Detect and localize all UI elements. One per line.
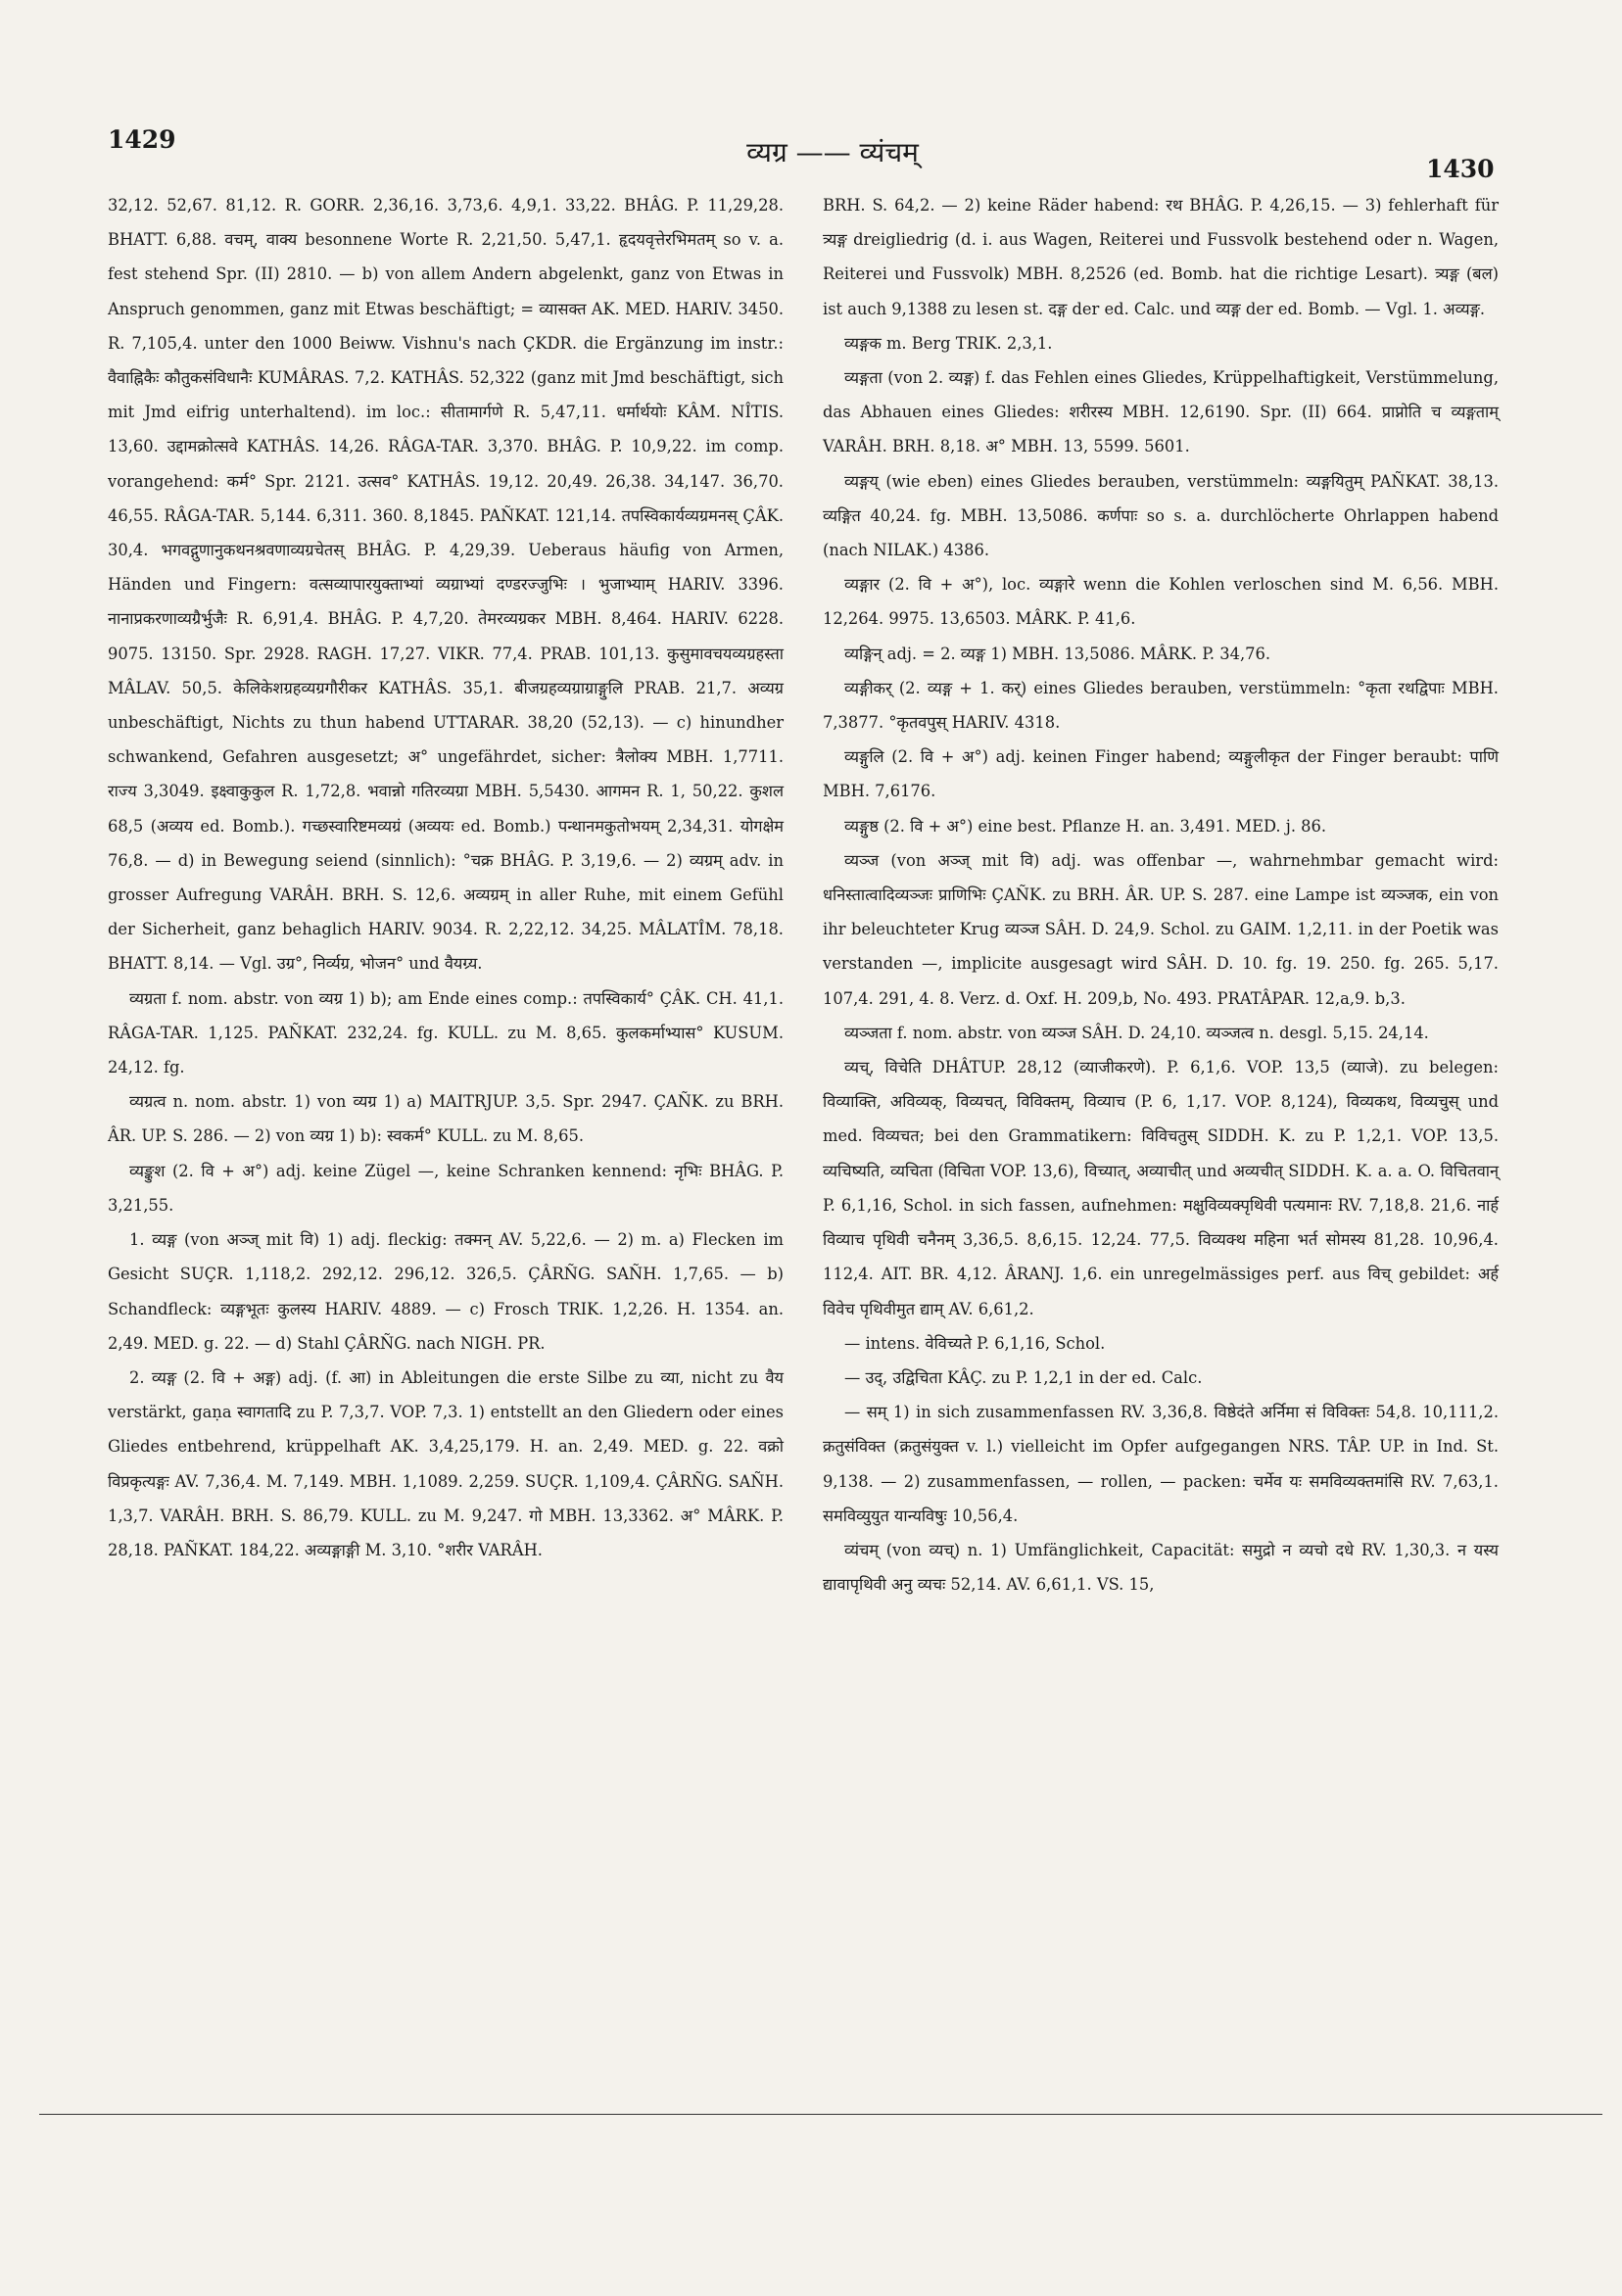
bottom-rule xyxy=(39,2114,1602,2115)
running-head-title: व्यग्र —— व्यंचम् xyxy=(746,136,919,168)
dictionary-entry: व्यङ्गुलि (2. वि + अ°) adj. keinen Finger habend; व्यङ्गुलीकृत der Finger beraubt: पाणि MBH. 7,6176. xyxy=(823,747,1499,801)
dictionary-entry: BRH. S. 64,2. — 2) keine Räder habend: रथ BHÂG. P. 4,26,15. — 3) fehlerhaft für त्र्यङ्ग dreigliedrig (d. i. aus Wagen, Reiterei und Fussvolk bestehend oder n. Wagen, Reiterei und Fussvolk) MBH. 8,2526 (ed. Bomb. hat die richtige Lesart). त्र्यङ्ग (बल) ist auch 9,1388 zu lesen st. दङ्ग der ed. Calc. und व्यङ्ग der ed. Bomb. — Vgl. 1. अव्यङ्ग. xyxy=(823,196,1499,318)
dictionary-entry: व्यग्रता f. nom. abstr. von व्यग्र 1) b); am Ende eines comp.: तपस्विकार्य° ÇÂK. CH. 41,1. RÂGA-TAR. 1,125. PAÑKAT. 232,24. fg. KULL. zu M. 8,65. कुलकर्माभ्यास° KUSUM. 24,12. fg. xyxy=(108,988,784,1077)
dictionary-entry: व्यञ्जता f. nom. abstr. von व्यञ्ज SÂH. D. 24,10. व्यञ्जत्व n. desgl. 5,15. 24,14. xyxy=(844,1023,1429,1042)
dictionary-entry: — सम् 1) in sich zusammenfassen RV. 3,36,8. विष्ठेदंते अर्निमा सं विविक्तः 54,8. 10,111,2. क्रतुसंविक्त (क्रतुसंयुक्त v. l.) vielleicht im Opfer aufgegangen NRS. TÂP. UP. in Ind. St. 9,138. — 2) zusammenfassen, — rollen, — packen: चर्मेव यः समविव्यक्तमांसि RV. 7,63,1. समविव्युयुत यान्यविषुः 10,56,4. xyxy=(823,1403,1499,1525)
dictionary-entry: व्यङ्गीकर् (2. व्यङ्ग + 1. कर्) eines Gliedes berauben, verstümmeln: °कृता रथद्विपाः MBH. 7,3877. °कृतवपुस् HARIV. 4318. xyxy=(823,678,1499,733)
dictionary-entry: व्यङ्गक m. Berg TRIK. 2,3,1. xyxy=(844,333,1053,353)
dictionary-entry: व्यग्रत्व n. nom. abstr. 1) von व्यग्र 1) a) MAITRJUP. 3,5. Spr. 2947. ÇAÑK. zu BRH. ÂR. UP. S. 286. — 2) von व्यग्र 1) b): स्वकर्म° KULL. zu M. 8,65. xyxy=(108,1092,784,1146)
dictionary-entry: 32,12. 52,67. 81,12. R. GORR. 2,36,16. 3,73,6. 4,9,1. 33,22. BHÂG. P. 11,29,28. BHATT. 6,88. वचम्, वाक्य besonnene Worte R. 2,21,50. 5,47,1. हृदयवृत्तेरभिमतम् so v. a. fest stehend Spr. (II) 2810. — b) von allem Andern abgelenkt, ganz von Etwas in Anspruch genommen, ganz mit Etwas beschäftigt; = व्यासक्त AK. MED. HARIV. 3450. R. 7,105,4. unter den 1000 Beiww. Vishnu's nach ÇKDR. die Ergänzung im instr.: वैवाह्निकैः कौतुकसंविधानैः KUMÂRAS. 7,2. KATHÂS. 52,322 (ganz mit Jmd beschäftigt, sich mit Jmd eifrig unterhaltend). im loc.: सीतामार्गणे R. 5,47,11. धर्मार्थयोः KÂM. NÎTIS. 13,60. उद्दामक्रोत्सवे KATHÂS. 14,26. RÂGA-TAR. 3,370. BHÂG. P. 10,9,22. im comp. vorangehend: कर्म° Spr. 2121. उत्सव° KATHÂS. 19,12. 20,49. 26,38. 34,147. 36,70. 46,55. RÂGA-TAR. 5,144. 6,311. 360. 8,1845. PAÑKAT. 121,14. तपस्विकार्यव्यग्रमनस् ÇÂK. 30,4. भगवद्गुणानुकथनश्रवणाव्यग्रचेतस् BHÂG. P. 4,29,39. Ueberaus häufig von Armen, Händen und Fingern: वत्सव्यापारयुक्ताभ्यां व्यग्राभ्यां दण्डरज्जुभिः । भुजाभ्याम् HARIV. 3396. नानाप्रकरणाव्यग्रैर्भुजैः R. 6,91,4. BHÂG. P. 4,7,20. तेमरव्यग्रकर MBH. 8,464. HARIV. 6228. 9075. 13150. Spr. 2928. RAGH. 17,27. VIKR. 77,4. PRAB. 101,13. कुसुमावचयव्यग्रहस्ता MÂLAV. 50,5. केलिकेशग्रहव्यग्रगौरीकर KATHÂS. 35,1. बीजग्रहव्यग्राग्राङ्गुलि PRAB. 21,7. अव्यग्र unbeschäftigt, Nichts zu thun habend UTTARAR. 38,20 (52,13). — c) hinundher schwankend, Gefahren ausgesetzt; अ° ungefährdet, sicher: त्रैलोक्य MBH. 1,7711. राज्य 3,3049. इक्ष्वाकुकुल R. 1,72,8. भवान्नो गतिरव्यग्रा MBH. 5,5430. आगमन R. 1, 50,22. कुशल 68,5 (अव्यय ed. Bomb.). गच्छस्वारिष्टमव्यग्रं (अव्ययः ed. Bomb.) पन्थानमकुतोभयम् 2,34,31. योगक्षेम 76,8. — d) in Bewegung seiend (sinnlich): °चक्र BHÂG. P. 3,19,6. — 2) व्यग्रम् adv. in grosser Aufregung VARÂH. BRH. S. 12,6. अव्यग्रम् in aller Ruhe, mit einem Gefühl der Sicherheit, ganz behaglich HARIV. 9034. R. 2,22,12. 34,25. MÂLATÎM. 78,18. BHATT. 8,14. — Vgl. उग्र°, निर्व्यग्र, भोजन° und वैयग्र्य. xyxy=(108,196,784,974)
dictionary-entry: 1. व्यङ्ग (von अञ्ज् mit वि) 1) adj. fleckig: तक्मन् AV. 5,22,6. — 2) m. a) Flecken im Gesicht SUÇR. 1,118,2. 292,12. 296,12. 326,5. ÇÂRÑG. SAÑH. 1,7,65. — b) Schandfleck: व्यङ्गभूतः कुलस्य HARIV. 4889. — c) Frosch TRIK. 1,2,26. H. 1354. an. 2,49. MED. g. 22. — d) Stahl ÇÂRÑG. nach NIGH. PR. xyxy=(108,1230,784,1353)
dictionary-entry: व्यङ्गार (2. वि + अ°), loc. व्यङ्गारे wenn die Kohlen verloschen sind M. 6,56. MBH. 12,264. 9975. 13,6503. MÂRK. P. 41,6. xyxy=(823,575,1499,629)
dictionary-entry: — intens. वेविच्यते P. 6,1,16, Schol. xyxy=(844,1333,1106,1353)
page-number-left: 1429 xyxy=(108,125,176,154)
dictionary-entry: व्यच्, विचेति DHÂTUP. 28,12 (व्याजीकरणे). P. 6,1,6. VOP. 13,5 (व्याजे). zu belegen: विव्याक्ति, अविव्यक्, विव्यचत्, विविक्तम्, विव्याच (P. 6, 1,17. VOP. 8,124), विव्यकथ, विव्यचुस् und med. विव्यचत; bei den Grammatikern: विविचतुस् SIDDH. K. zu P. 1,2,1. VOP. 13,5. व्यचिष्यति, व्यचिता (विचिता VOP. 13,6), विच्यात्, अव्याचीत् und अव्यचीत् SIDDH. K. a. a. O. विचितवान् P. 6,1,16, Schol. in sich fassen, aufnehmen: मक्षुविव्यक्पृथिवी पत्यमानः RV. 7,18,8. 21,6. नार्ह विव्याच पृथिवी चनैनम् 3,36,5. 8,6,15. 12,24. 77,5. विव्यक्थ महिना भर्त सोमस्य 81,28. 10,96,4. 112,4. AIT. BR. 4,12. ÂRANJ. 1,6. ein unregelmässiges perf. aus विच् gebildet: अर्ह विवेच पृथिवीमुत द्याम् AV. 6,61,2. xyxy=(823,1058,1499,1318)
page-number-right: 1430 xyxy=(1426,155,1495,183)
dictionary-entry: व्यञ्ज (von अञ्ज् mit वि) adj. was offenbar —, wahrnehmbar gemacht wird: धनिस्तात्वादिव्यञ्जः प्राणिभिः ÇAÑK. zu BRH. ÂR. UP. S. 287. eine Lampe ist व्यञ्जक, ein von ihr beleuchteter Krug व्यञ्ज SÂH. D. 24,9. Schol. zu GAIM. 1,2,11. in der Poetik was verstanden —, implicite ausgesagt wird SÂH. D. 10. fg. 19. 250. fg. 265. 5,17. 107,4. 291, 4. 8. Verz. d. Oxf. H. 209,b, No. 493. PRATÂPAR. 12,a,9. b,3. xyxy=(823,850,1499,1008)
dictionary-entry: — उद्, उद्विचिता KÂÇ. zu P. 1,2,1 in der ed. Calc. xyxy=(844,1367,1203,1387)
left-column xyxy=(108,188,784,1567)
dictionary-entry: व्यङ्गय् (wie eben) eines Gliedes berauben, verstümmeln: व्यङ्गयितुम् PAÑKAT. 38,13. व्यङ्गित 40,24. fg. MBH. 13,5086. कर्णपाः so s. a. durchlöcherte Ohrlappen habend (nach NILAK.) 4386. xyxy=(823,471,1499,560)
dictionary-entry: व्यङ्गुष्ठ (2. वि + अ°) eine best. Pflanze H. an. 3,491. MED. j. 86. xyxy=(844,816,1327,836)
dictionary-entry: व्यङ्गिन् adj. = 2. व्यङ्ग 1) MBH. 13,5086. MÂRK. P. 34,76. xyxy=(844,644,1271,663)
dictionary-entry: व्यङ्कुश (2. वि + अ°) adj. keine Zügel —, keine Schranken kennend: नृभिः BHÂG. P. 3,21,55. xyxy=(108,1161,784,1215)
right-column xyxy=(823,188,1499,1602)
dictionary-entry: व्यंचम् (von व्यच्) n. 1) Umfänglichkeit, Capacität: समुद्रो न व्यचो दधे RV. 1,30,3. न यस्य द्यावापृथिवी अनु व्यचः 52,14. AV. 6,61,1. VS. 15, xyxy=(823,1540,1499,1595)
dictionary-entry: व्यङ्गता (von 2. व्यङ्ग) f. das Fehlen eines Gliedes, Krüppelhaftigkeit, Verstümmelung, das Abhauen eines Gliedes: शरीरस्य MBH. 12,6190. Spr. (II) 664. प्राप्नोति च व्यङ्गताम् VARÂH. BRH. 8,18. अ° MBH. 13, 5599. 5601. xyxy=(823,368,1499,456)
dictionary-entry: 2. व्यङ्ग (2. वि + अङ्ग) adj. (f. आ) in Ableitungen die erste Silbe zu व्या, nicht zu वैय verstärkt, gaṇa स्वागतादि zu P. 7,3,7. VOP. 7,3. 1) entstellt an den Gliedern oder eines Gliedes entbehrend, krüppelhaft AK. 3,4,25,179. H. an. 2,49. MED. g. 22. वक्रो विप्रकृत्यङ्गः AV. 7,36,4. M. 7,149. MBH. 1,1089. 2,259. SUÇR. 1,109,4. ÇÂRÑG. SAÑH. 1,3,7. VARÂH. BRH. S. 86,79. KULL. zu M. 9,247. गो MBH. 13,3362. अ° MÂRK. P. 28,18. PAÑKAT. 184,22. अव्यङ्गाङ्गी M. 3,10. °शरीर VARÂH. xyxy=(108,1367,784,1559)
